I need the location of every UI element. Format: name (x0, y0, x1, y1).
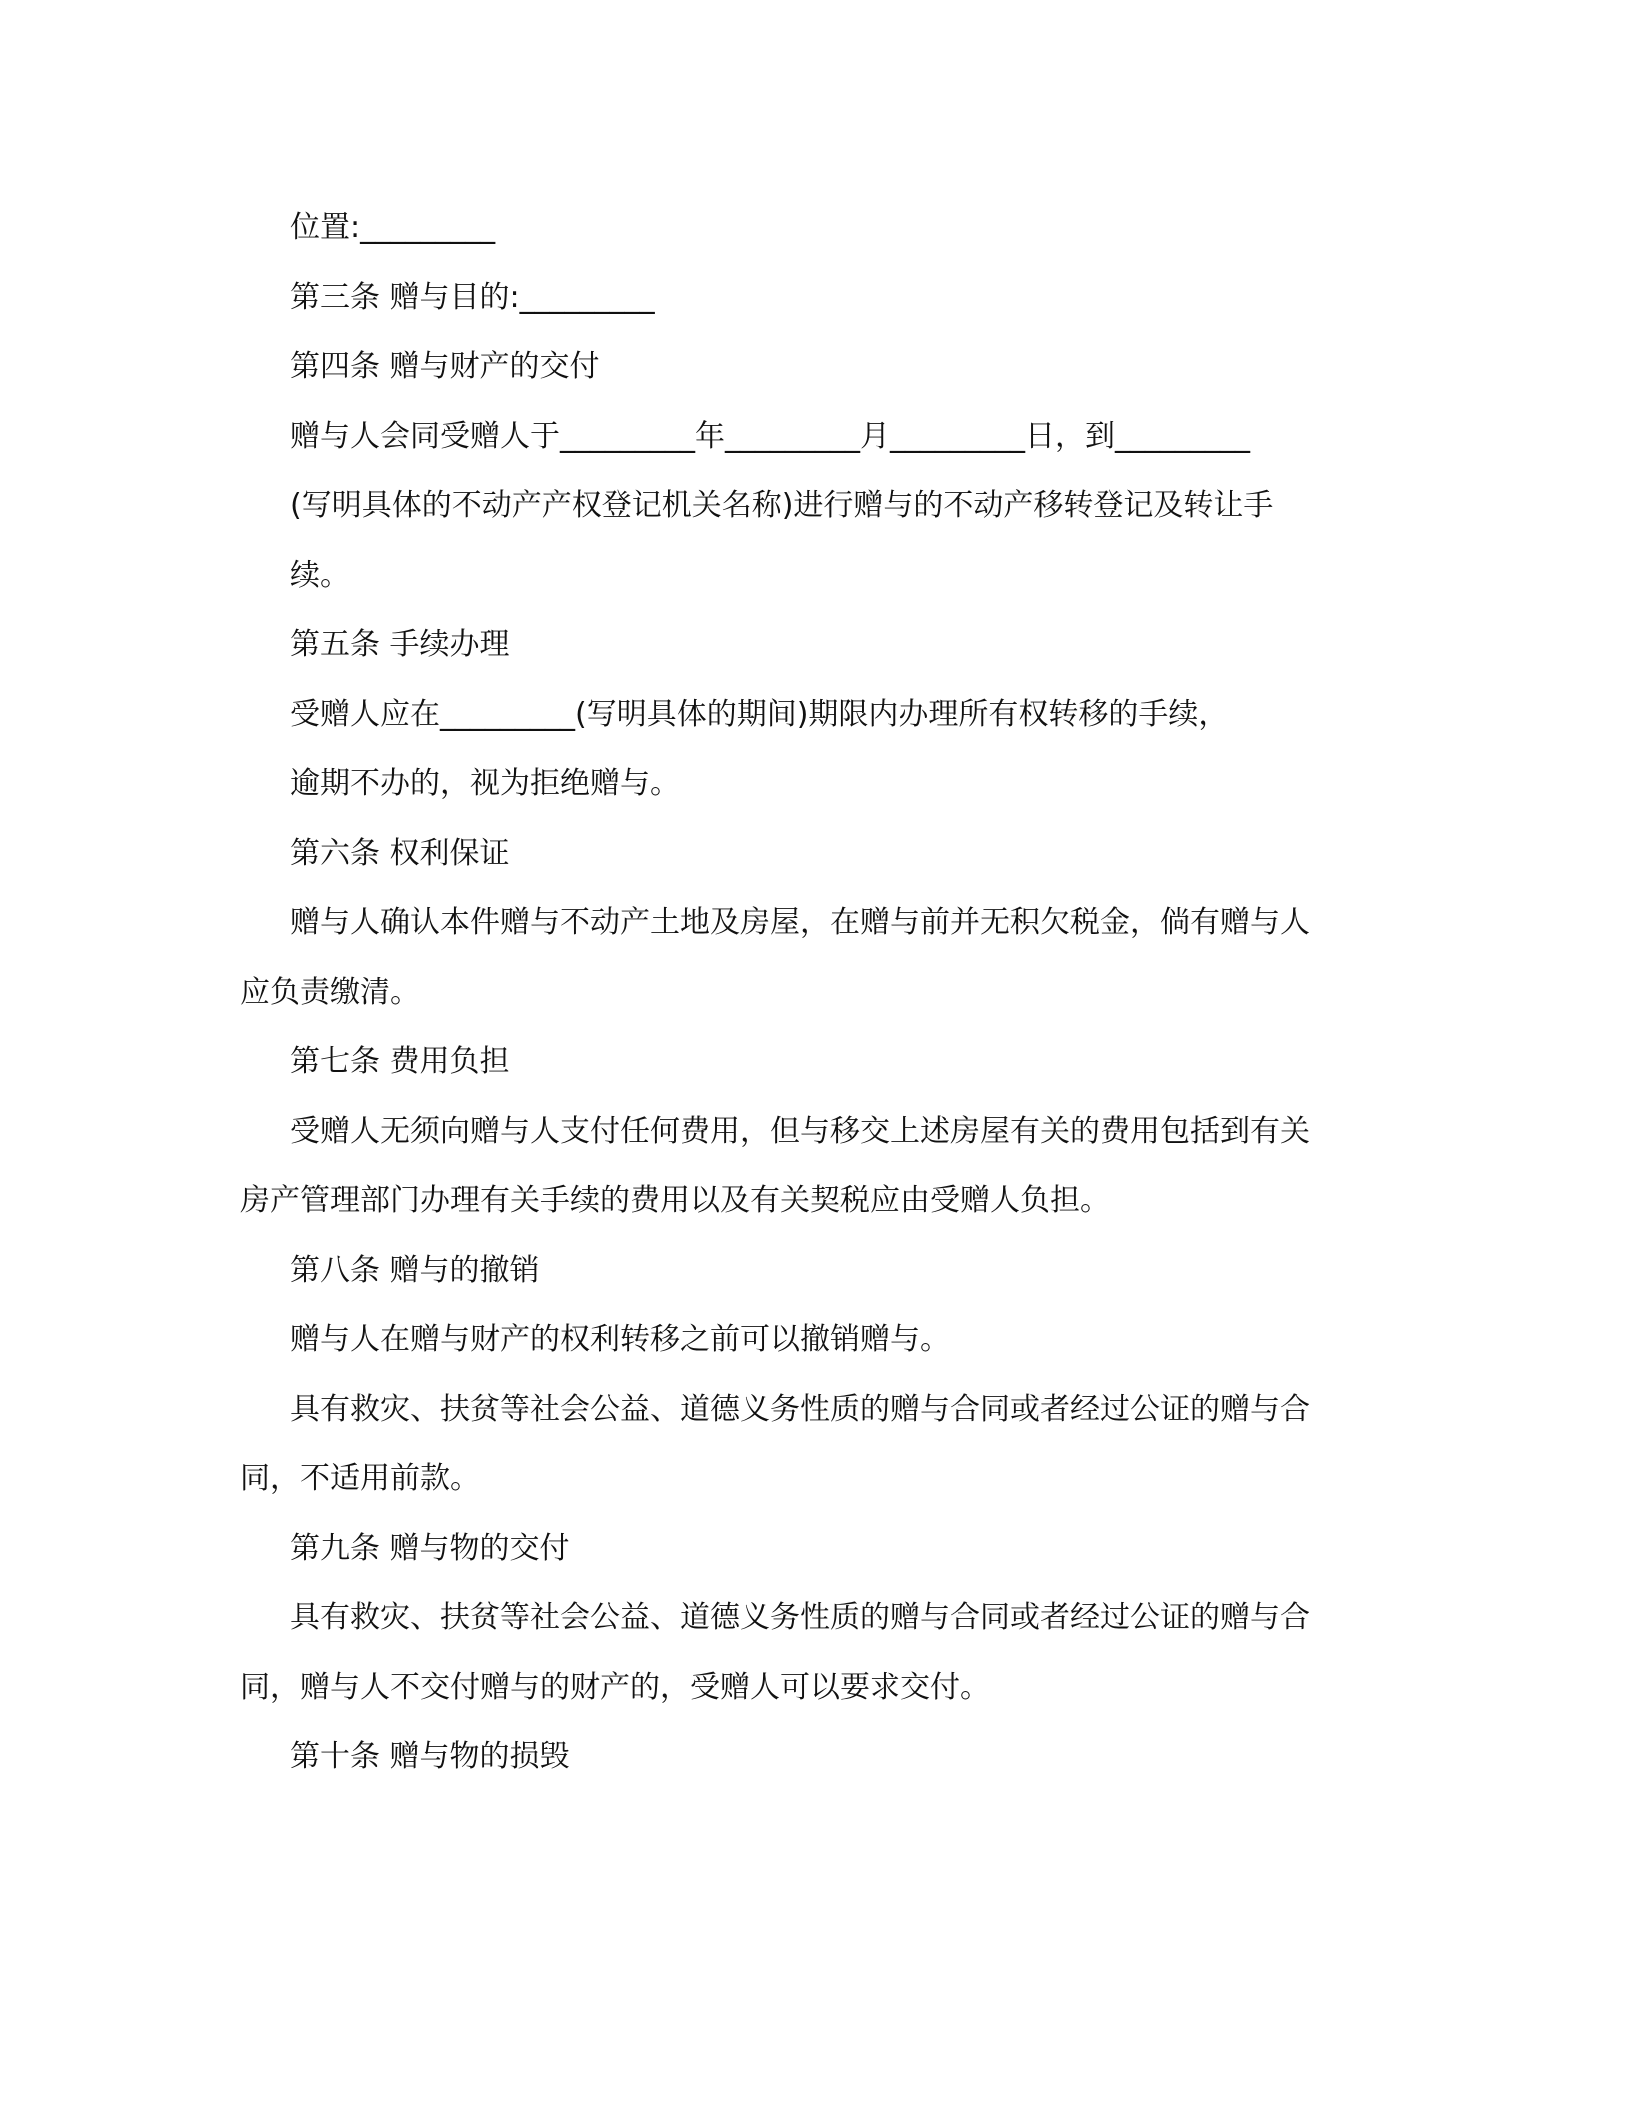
location-line: 位置:_________ (290, 210, 496, 245)
article-6-text-line-2: 应负责缴清。 (240, 974, 420, 1010)
document-body (240, 193, 1392, 1792)
article-5-heading: 第五条 手续办理 (290, 627, 510, 662)
article-7-heading: 第七条 费用负担 (290, 1044, 510, 1079)
article-9-text-line-2: 同，赠与人不交付赠与的财产的，受赠人可以要求交付。 (240, 1669, 990, 1705)
article-5-text-line-2: 逾期不办的，视为拒绝赠与。 (290, 766, 680, 801)
article-4-text-line-3: 续。 (290, 557, 350, 593)
article-7-text-line-2: 房产管理部门办理有关手续的费用以及有关契税应由受赠人负担。 (240, 1183, 1110, 1218)
article-4-text-line-2: (写明具体的不动产产权登记机关名称)进行赠与的不动产移转登记及转让手 (290, 488, 1274, 523)
article-8-text-line-2: 具有救灾、扶贫等社会公益、道德义务性质的赠与合同或者经过公证的赠与合 (290, 1391, 1310, 1427)
article-8-heading: 第八条 赠与的撤销 (290, 1252, 540, 1288)
article-4-text-line-1: 赠与人会同受赠人于_________年_________月_________日，到_________ (290, 418, 1250, 454)
article-5-text-line-1: 受赠人应在_________(写明具体的期间)期限内办理所有权转移的手续， (290, 696, 1229, 732)
article-8-text-line-3: 同，不适用前款。 (240, 1461, 480, 1496)
article-3-heading: 第三条 赠与目的:_________ (290, 279, 655, 315)
article-7-text-line-1: 受赠人无须向赠与人支付任何费用，但与移交上述房屋有关的费用包括到有关 (290, 1113, 1310, 1149)
article-6-heading: 第六条 权利保证 (290, 835, 510, 871)
article-9-text-line-1: 具有救灾、扶贫等社会公益、道德义务性质的赠与合同或者经过公证的赠与合 (290, 1600, 1310, 1635)
article-4-heading: 第四条 赠与财产的交付 (290, 349, 600, 384)
article-10-heading: 第十条 赠与物的损毁 (290, 1739, 570, 1774)
article-9-heading: 第九条 赠与物的交付 (290, 1530, 570, 1566)
article-8-text-line-1: 赠与人在赠与财产的权利转移之前可以撤销赠与。 (290, 1322, 950, 1357)
article-6-text-line-1: 赠与人确认本件赠与不动产土地及房屋，在赠与前并无积欠税金，倘有赠与人 (290, 905, 1310, 940)
